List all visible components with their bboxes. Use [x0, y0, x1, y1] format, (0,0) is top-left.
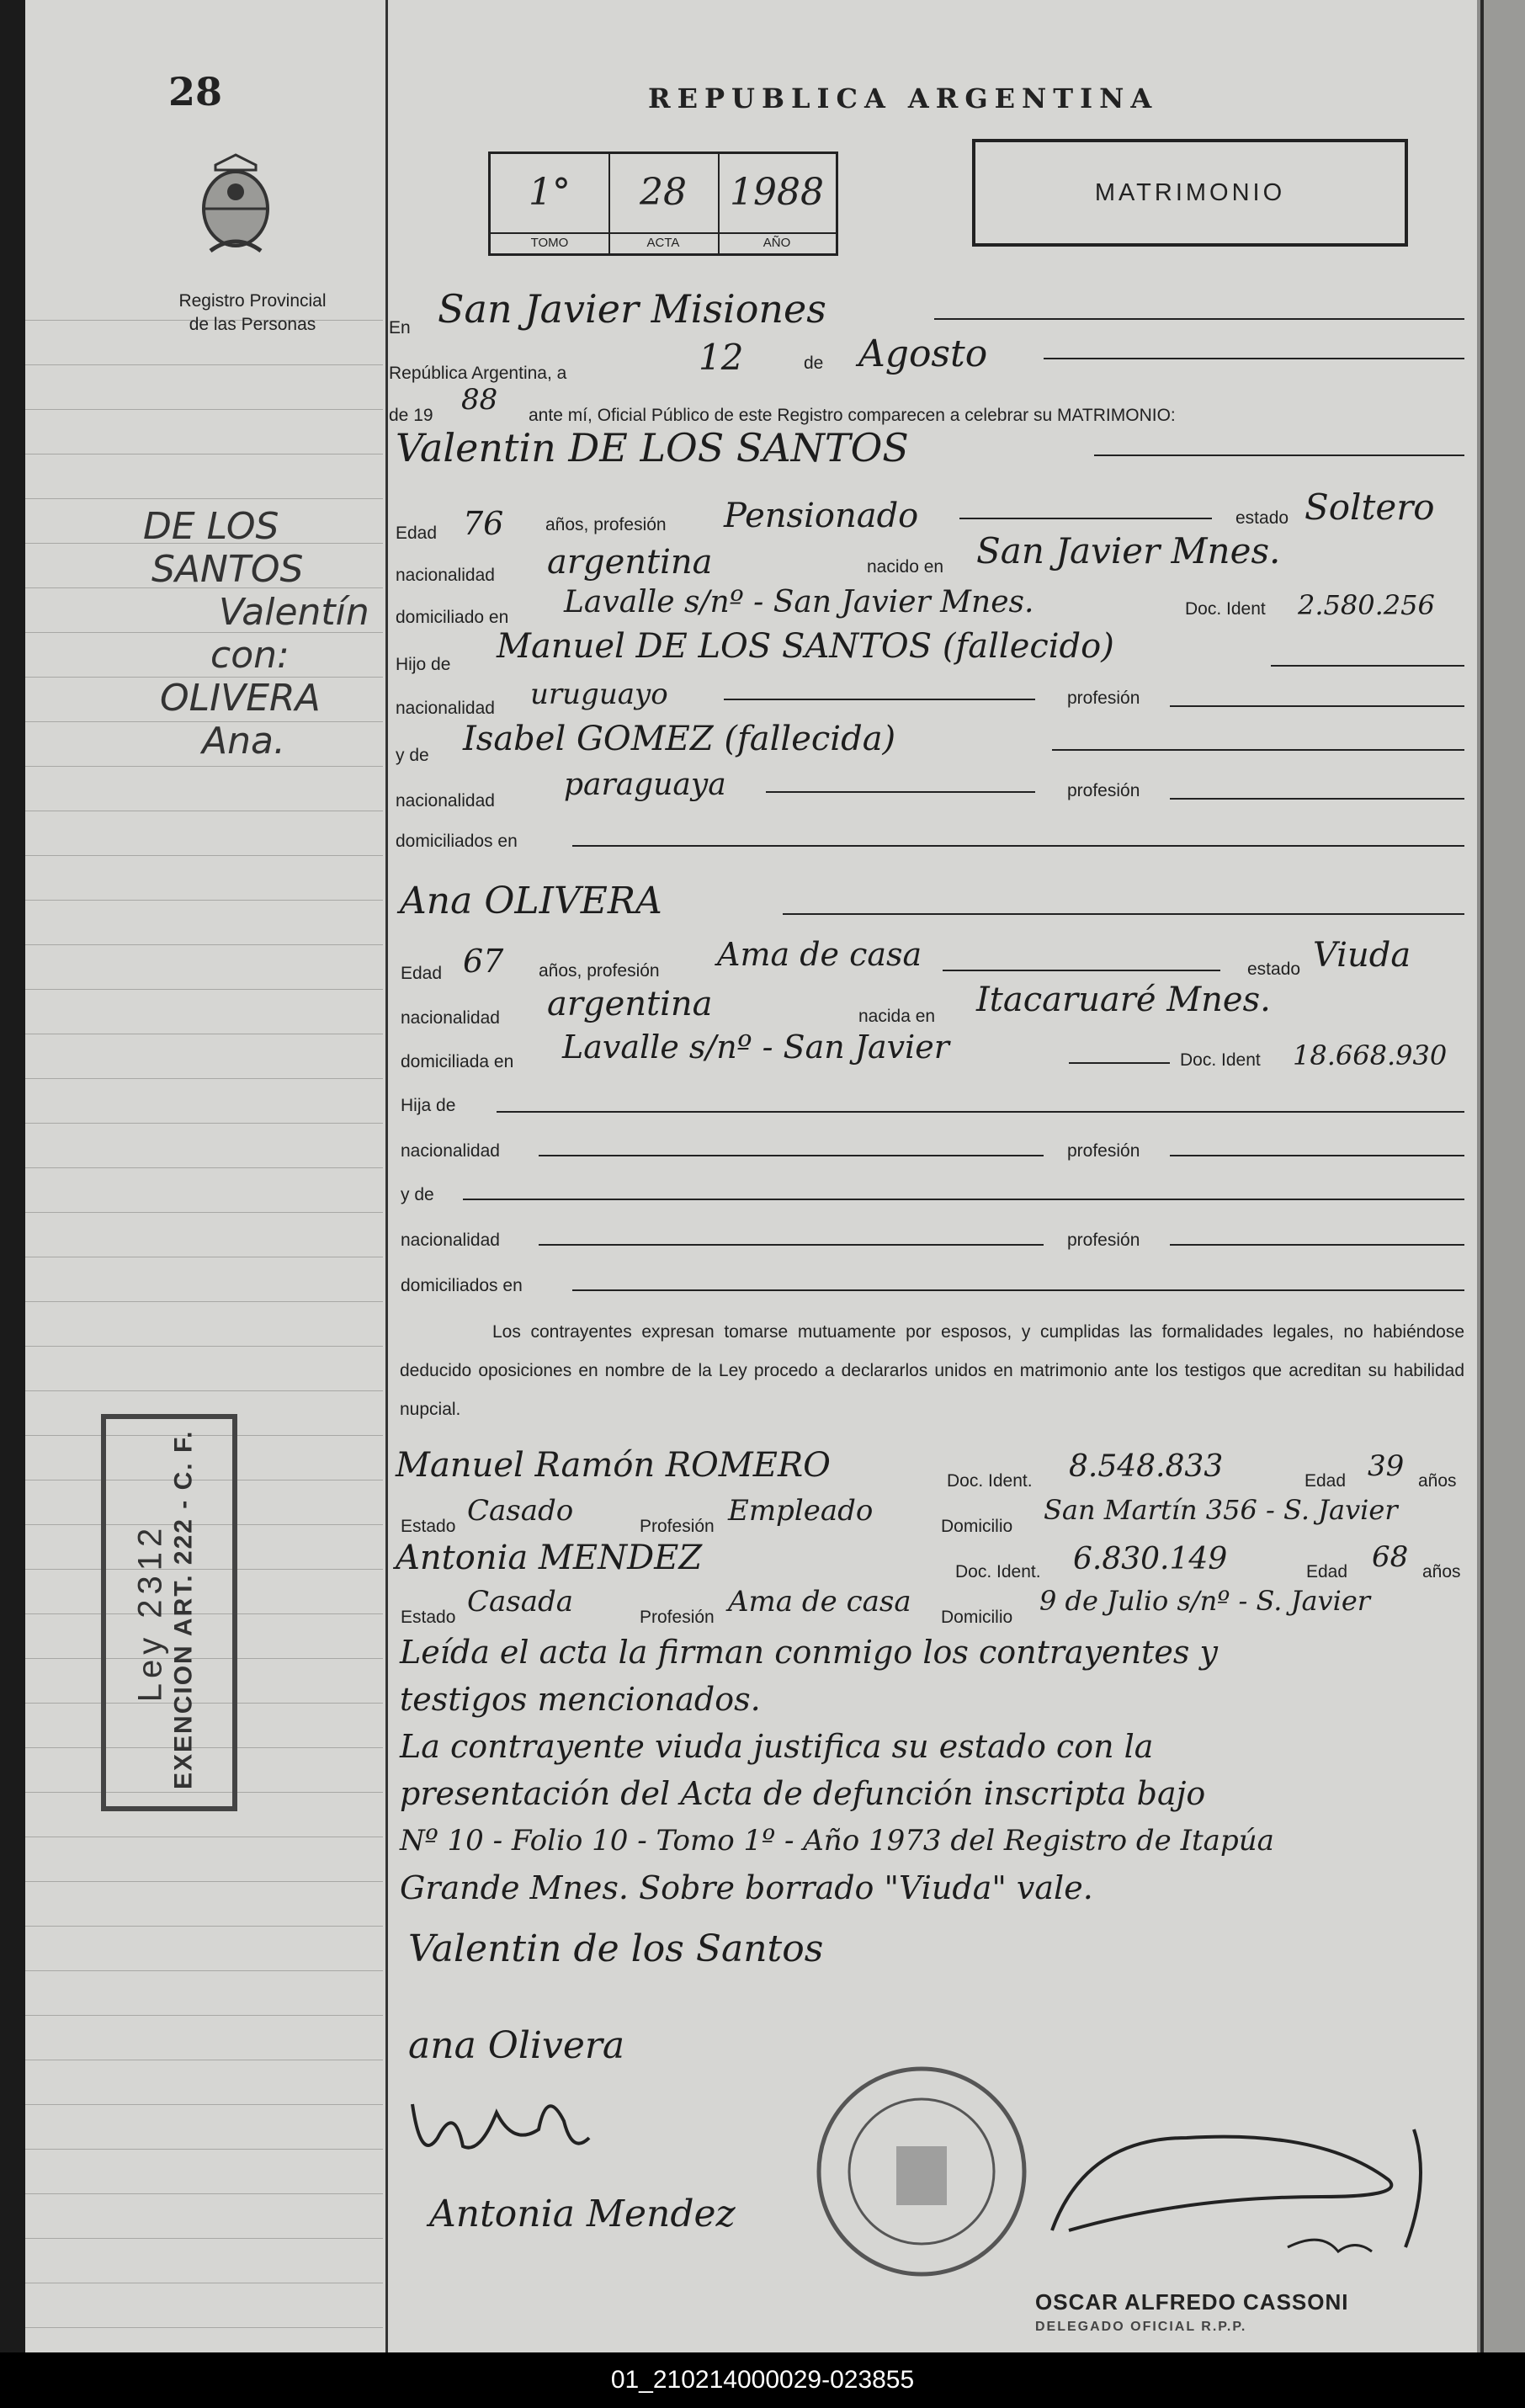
witness1-doc: 8.548.833: [1069, 1449, 1224, 1484]
groom-name: Valentin DE LOS SANTOS: [396, 425, 909, 470]
label-estado-w1: Estado: [401, 1517, 456, 1536]
ruled-line: [25, 766, 383, 767]
acta-value: 28: [640, 171, 687, 214]
label-anos-w1: años: [1418, 1471, 1457, 1491]
label-estado-w2: Estado: [401, 1608, 456, 1627]
witness2-status: Casada: [467, 1585, 574, 1619]
book-spine: [1480, 0, 1525, 2352]
label-de: de: [804, 353, 824, 373]
witness2-profession: Ama de casa: [728, 1585, 911, 1619]
label-profesion-bride-mother: profesión: [1067, 1231, 1140, 1250]
note-line: Nº 10 - Folio 10 - Tomo 1º - Año 1973 del Registro de Itapúa: [400, 1824, 1274, 1858]
label-edad-w1: Edad: [1304, 1471, 1347, 1491]
label-domicilio-w1: Domicilio: [941, 1517, 1013, 1536]
witness2-address: 9 de Julio s/nº - S. Javier: [1039, 1585, 1371, 1617]
bride-profession: Ama de casa: [717, 936, 922, 973]
registry-line-1: Registro Provincial: [178, 291, 327, 311]
margin-rule: [385, 0, 388, 2352]
label-nacionalidad-father: nacionalidad: [396, 699, 495, 718]
witness2-name: Antonia MENDEZ: [396, 1539, 703, 1577]
tax-stamp-text: [131, 1429, 199, 1789]
ruled-line: [25, 1212, 383, 1213]
ruled-line: [25, 1881, 383, 1882]
label-estado: estado: [1235, 508, 1289, 528]
bride-nationality: argentina: [547, 985, 713, 1023]
acta-cell: [608, 154, 720, 253]
witness2-age: 68: [1372, 1540, 1409, 1574]
label-y-de: y de: [396, 746, 429, 765]
witness2-doc: 6.830.149: [1073, 1542, 1228, 1576]
ano-cell: [718, 154, 836, 253]
ruled-line: [25, 2015, 383, 2016]
label-nacionalidad-mother: nacionalidad: [396, 791, 495, 811]
ruled-line: [25, 409, 383, 410]
bride-status: Viuda: [1313, 936, 1411, 975]
label-domiciliados-en-bride: domiciliados en: [401, 1276, 523, 1295]
margin-line: Valentín: [219, 591, 369, 634]
label-profesion-father: profesión: [1067, 688, 1140, 708]
label-doc-ident-bride: Doc. Ident: [1180, 1050, 1261, 1070]
ruled-line: [25, 900, 383, 901]
bride-birthplace: Itacaruaré Mnes.: [976, 981, 1271, 1019]
signature-witness1: [404, 2079, 606, 2171]
ruled-line: [25, 1123, 383, 1124]
groom-nationality: argentina: [547, 543, 713, 582]
coat-of-arms-icon: [185, 151, 286, 261]
label-year-prefix: de 19: [389, 406, 433, 425]
bride-age: 67: [463, 943, 504, 980]
ruled-line: [25, 2104, 383, 2105]
groom-age: 76: [463, 505, 504, 542]
label-domiciliada-en: domiciliada en: [401, 1052, 514, 1071]
label-hija-de: Hija de: [401, 1096, 456, 1115]
margin-line: OLIVERA: [160, 677, 321, 720]
label-doc-ident-w1: Doc. Ident.: [947, 1471, 1033, 1491]
label-nacionalidad: nacionalidad: [396, 566, 495, 585]
witness1-address: San Martín 356 - S. Javier: [1044, 1494, 1398, 1526]
signature-groom: Valentin de los Santos: [408, 1927, 824, 1970]
label-domiciliados-en-groom: domiciliados en: [396, 832, 518, 851]
acta-label: ACTA: [608, 232, 718, 250]
ruled-line: [25, 1167, 383, 1168]
ruled-line: [25, 1926, 383, 1927]
label-nacionalidad-bride-father: nacionalidad: [401, 1141, 500, 1161]
ruled-line: [25, 855, 383, 856]
page-number: 28: [168, 69, 223, 114]
registry-line-2: de las Personas: [189, 315, 316, 334]
ano-label: AÑO: [718, 232, 836, 250]
tax-stamp-line2: EXENCION ART. 222 - C. F.: [169, 1429, 198, 1789]
ruled-line: [25, 1346, 383, 1347]
label-profesion-mother: profesión: [1067, 781, 1140, 800]
register-page: [25, 0, 1484, 2352]
label-edad-bride: Edad: [401, 964, 443, 983]
note-line: La contrayente viuda justifica su estado con la: [400, 1728, 1154, 1765]
groom-address: Lavalle s/nº - San Javier Mnes.: [564, 585, 1034, 619]
groom-profession: Pensionado: [724, 497, 919, 535]
label-nacionalidad-bride: nacionalidad: [401, 1008, 500, 1028]
label-estado-bride: estado: [1247, 959, 1301, 979]
month-value: Agosto: [858, 332, 988, 375]
country-header: REPUBLICA ARGENTINA: [648, 82, 1159, 114]
record-box: [488, 151, 838, 256]
label-profesion-bride-father: profesión: [1067, 1141, 1140, 1161]
official-title: DELEGADO OFICIAL R.P.P.: [1035, 2320, 1247, 2334]
day-value: 12: [699, 337, 744, 378]
official-signature: [1018, 2104, 1456, 2272]
witness1-status: Casado: [467, 1494, 574, 1528]
ruled-line: [25, 2327, 383, 2328]
groom-mother: Isabel GOMEZ (fallecida): [463, 720, 896, 758]
ruled-line: [25, 1390, 383, 1391]
ruled-line: [25, 944, 383, 945]
note-line: testigos mencionados.: [400, 1681, 761, 1718]
margin-line: SANTOS: [151, 548, 304, 591]
groom-birthplace: San Javier Mnes.: [976, 530, 1281, 571]
witness1-age: 39: [1368, 1449, 1405, 1483]
ano-value: 1988: [730, 171, 824, 214]
label-nacido-en: nacido en: [867, 557, 944, 577]
ruled-line: [25, 1078, 383, 1079]
signature-witness2: Antonia Mendez: [429, 2193, 736, 2235]
margin-line: DE LOS: [143, 505, 279, 548]
label-nacionalidad-bride-mother: nacionalidad: [401, 1231, 500, 1250]
groom-doc: 2.580.256: [1298, 589, 1435, 621]
tax-stamp-line1: Ley 2312: [131, 1523, 169, 1703]
label-edad: Edad: [396, 524, 438, 543]
witness1-name: Manuel Ramón ROMERO: [396, 1446, 831, 1485]
mother-nationality: paraguaya: [564, 768, 726, 802]
tomo-label: TOMO: [491, 232, 608, 250]
label-domicilio-w2: Domicilio: [941, 1608, 1013, 1627]
bride-address: Lavalle s/nº - San Javier: [562, 1029, 949, 1066]
margin-line: Ana.: [202, 720, 285, 763]
margin-line: con:: [210, 634, 290, 677]
label-domiciliado-en: domiciliado en: [396, 608, 509, 627]
note-line: presentación del Acta de defunción inscripta bajo: [400, 1775, 1206, 1812]
ruled-line: [25, 989, 383, 990]
legal-paragraph: Los contrayentes expresan tomarse mutuamente por esposos, y cumplidas las formalidades legales, no habiéndose deducido oposiciones en nombre de la Ley procedo a declararlos unidos en matrimonio ante los testigos que acreditan su habilidad nupcial.: [400, 1322, 1464, 1419]
intro-text: ante mí, Oficial Público de este Registro comparecen a celebrar su MATRIMONIO:: [529, 406, 1176, 425]
label-nacida-en: nacida en: [858, 1007, 936, 1026]
ruled-line: [25, 2238, 383, 2239]
label-anos-profesion: años, profesión: [545, 515, 667, 534]
tomo-cell: [491, 154, 610, 253]
ruled-line: [25, 1970, 383, 1971]
note-line: Grande Mnes. Sobre borrado "Viuda" vale.: [400, 1869, 1093, 1906]
ruled-line: [25, 2149, 383, 2150]
notes-block: [400, 1629, 1464, 1911]
father-nationality: uruguayo: [530, 678, 668, 711]
ruled-line: [25, 364, 383, 365]
label-hijo-de: Hijo de: [396, 655, 451, 674]
signature-bride: ana Olivera: [408, 2024, 625, 2067]
margin-note: [118, 505, 369, 763]
groom-status: Soltero: [1304, 486, 1435, 528]
image-caption: 01_210214000029-023855: [0, 2352, 1525, 2408]
official-seal: [812, 2058, 1031, 2285]
ruled-line: [25, 2193, 383, 2194]
label-edad-w2: Edad: [1306, 1562, 1348, 1581]
groom-father: Manuel DE LOS SANTOS (fallecido): [497, 627, 1114, 666]
label-profesion-w2: Profesión: [640, 1608, 715, 1627]
year-suffix: 88: [461, 383, 498, 417]
tomo-value: 1°: [529, 171, 571, 214]
witness1-profession: Empleado: [728, 1494, 874, 1528]
official-name: OSCAR ALFREDO CASSONI: [1035, 2289, 1349, 2315]
label-profesion-w1: Profesión: [640, 1517, 715, 1536]
tax-exemption-stamp: [101, 1414, 237, 1811]
label-doc-ident: Doc. Ident: [1185, 599, 1266, 619]
label-anos-profesion-bride: años, profesión: [539, 961, 660, 981]
bride-name: Ana OLIVERA: [400, 880, 662, 922]
note-line: Leída el acta la firman conmigo los contrayentes y: [400, 1634, 1218, 1671]
place-value: San Javier Misiones: [438, 286, 826, 332]
label-anos-w2: años: [1422, 1562, 1461, 1581]
bride-doc: 18.668.930: [1293, 1039, 1448, 1071]
label-en: En: [389, 318, 411, 338]
label-republica: República Argentina, a: [389, 364, 567, 383]
ruled-line: [25, 498, 383, 499]
ruled-line: [25, 1301, 383, 1302]
label-doc-ident-w2: Doc. Ident.: [955, 1562, 1041, 1581]
record-type-box: MATRIMONIO: [972, 139, 1408, 247]
registry-name: [135, 290, 370, 337]
label-y-de-bride: y de: [401, 1185, 434, 1204]
